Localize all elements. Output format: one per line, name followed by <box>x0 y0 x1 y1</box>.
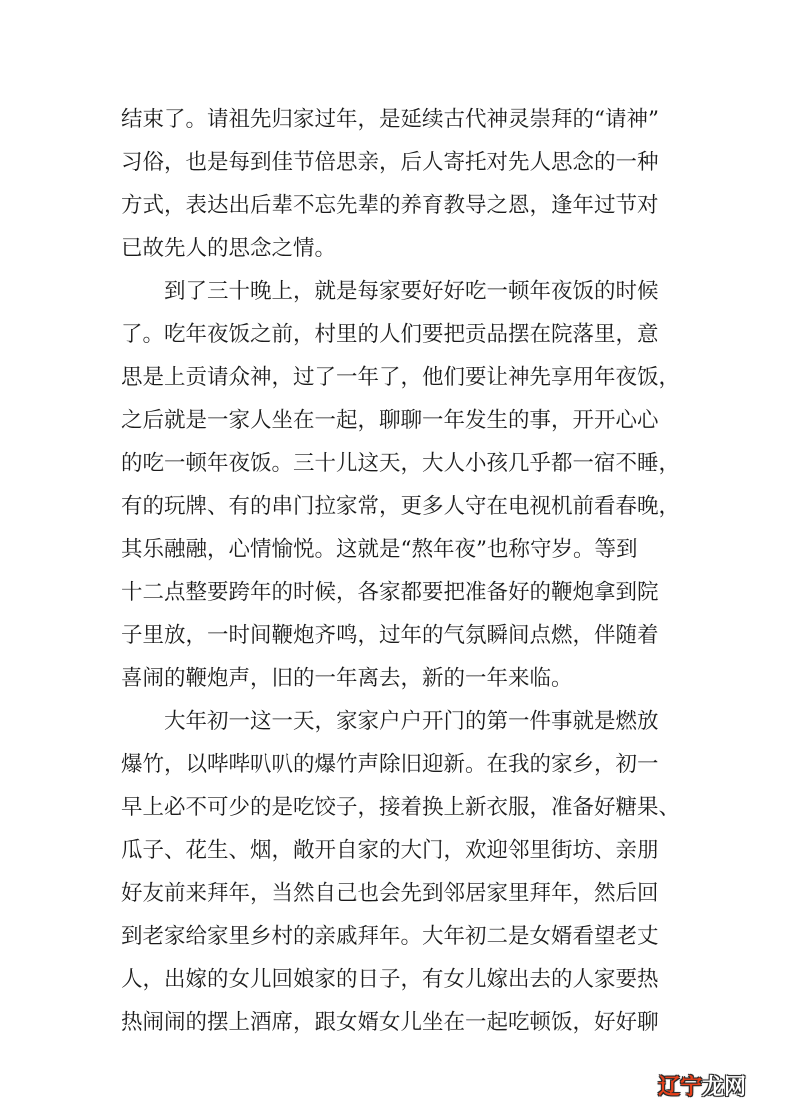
body-text <box>121 98 701 1044</box>
text-line: 喜闹的鞭炮声，旧的一年离去，新的一年来临。 <box>121 666 573 691</box>
text-line: 子里放，一时间鞭炮齐鸣，过年的气氛瞬间点燃，伴随着 <box>121 623 659 648</box>
paragraph-3 <box>121 700 701 1044</box>
text-line: 结束了。请祖先归家过年，是延续古代神灵崇拜的“请神” <box>121 107 659 132</box>
text-line: 瓜子、花生、烟，敞开自家的大门，欢迎邻里街坊、亲朋 <box>121 838 659 863</box>
text-line: 其乐融融，心情愉悦。这就是“熬年夜”也称守岁。等到 <box>121 537 638 562</box>
paragraph-2 <box>121 270 701 700</box>
text-line: 之后就是一家人坐在一起，聊聊一年发生的事，开开心心 <box>121 408 659 433</box>
site-watermark-logo <box>658 1074 746 1102</box>
paragraph-1 <box>121 98 701 270</box>
text-line: 方式，表达出后辈不忘先辈的养育教导之恩，逢年过节对 <box>121 193 659 218</box>
text-line: 人，出嫁的女儿回娘家的日子，有女儿嫁出去的人家要热 <box>121 967 659 992</box>
text-line: 思是上贡请众神，过了一年了，他们要让神先享用年夜饭， <box>121 365 681 390</box>
text-line: 大年初一这一天，家家户户开门的第一件事就是燃放 <box>164 709 659 734</box>
text-line: 的吃一顿年夜饭。三十儿这天，大人小孩几乎都一宿不睡， <box>121 451 681 476</box>
text-line: 有的玩牌、有的串门拉家常，更多人守在电视机前看春晚， <box>121 494 681 519</box>
text-line: 好友前来拜年，当然自己也会先到邻居家里拜年，然后回 <box>121 881 659 906</box>
watermark-text-white: 龙网 <box>702 1075 747 1100</box>
text-line: 十二点整要跨年的时候，各家都要把准备好的鞭炮拿到院 <box>121 580 659 605</box>
text-line: 到老家给家里乡村的亲戚拜年。大年初二是女婿看望老丈 <box>121 924 659 949</box>
text-line: 热闹闹的摆上酒席，跟女婿女儿坐在一起吃顿饭，好好聊 <box>121 1010 659 1035</box>
watermark-text-red: 辽宁 <box>658 1075 703 1100</box>
text-line: 爆竹，以哔哔叭叭的爆竹声除旧迎新。在我的家乡，初一 <box>121 752 659 777</box>
text-line: 已故先人的思念之情。 <box>121 236 337 261</box>
text-line: 早上必不可少的是吃饺子，接着换上新衣服，准备好糖果、 <box>121 795 681 820</box>
text-line: 了。吃年夜饭之前，村里的人们要把贡品摆在院落里，意 <box>121 322 659 347</box>
text-line: 习俗，也是每到佳节倍思亲，后人寄托对先人思念的一种 <box>121 150 659 175</box>
text-line: 到了三十晚上，就是每家要好好吃一顿年夜饭的时候 <box>164 279 659 304</box>
